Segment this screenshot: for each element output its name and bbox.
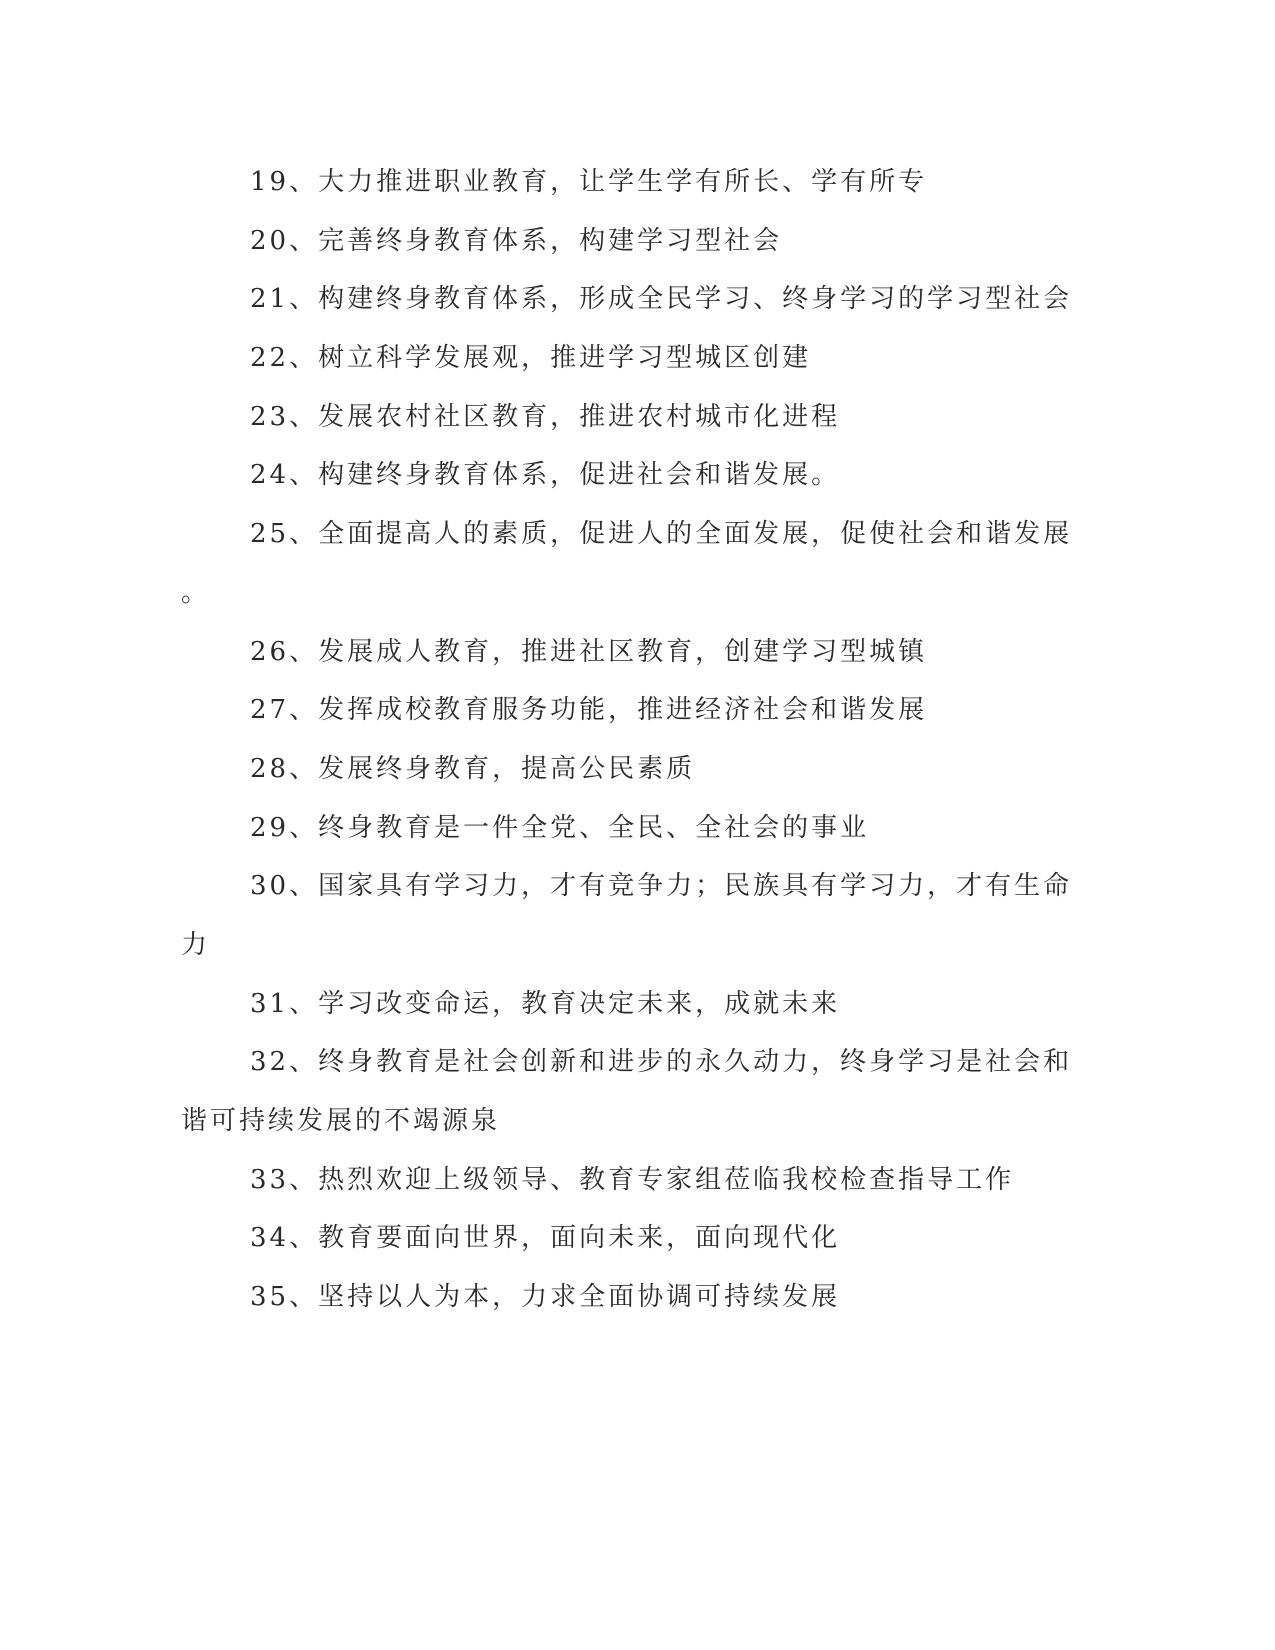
slogan-line: 26、发展成人教育，推进社区教育，创建学习型城镇 [250, 636, 928, 667]
slogan-line: 23、发展农村社区教育，推进农村城市化进程 [250, 401, 841, 432]
slogan-line-continuation: 力 [181, 929, 211, 960]
slogan-line: 33、热烈欢迎上级领导、教育专家组莅临我校检查指导工作 [250, 1164, 1015, 1195]
slogan-line-continuation: 谐可持续发展的不竭源泉 [181, 1106, 501, 1136]
slogan-line: 29、终身教育是一件全党、全民、全社会的事业 [250, 812, 870, 843]
slogan-line: 19、大力推进职业教育，让学生学有所长、学有所专 [250, 167, 928, 197]
slogan-line: 24、构建终身教育体系，促进社会和谐发展。 [250, 460, 841, 491]
slogan-line: 30、国家具有学习力，才有竞争力；民族具有学习力，才有生命 [250, 871, 1073, 902]
slogan-line: 27、发挥成校教育服务功能，推进经济社会和谐发展 [250, 695, 928, 726]
slogan-line: 31、学习改变命运，教育决定未来，成就未来 [250, 988, 841, 1019]
slogan-line: 21、构建终身教育体系，形成全民学习、终身学习的学习型社会 [250, 284, 1073, 315]
slogan-line-continuation: 。 [181, 577, 211, 608]
slogan-line: 34、教育要面向世界，面向未来，面向现代化 [250, 1223, 841, 1254]
slogan-line: 35、坚持以人为本，力求全面协调可持续发展 [250, 1282, 841, 1313]
slogan-line: 28、发展终身教育，提高公民素质 [250, 753, 696, 784]
slogan-line: 22、树立科学发展观，推进学习型城区创建 [250, 343, 812, 374]
slogan-line: 32、终身教育是社会创新和进步的永久动力，终身学习是社会和 [250, 1047, 1073, 1078]
slogan-line: 20、完善终身教育体系，构建学习型社会 [250, 225, 783, 256]
slogan-line: 25、全面提高人的素质，促进人的全面发展，促使社会和谐发展 [250, 519, 1073, 550]
slogan-list [181, 153, 1073, 1327]
